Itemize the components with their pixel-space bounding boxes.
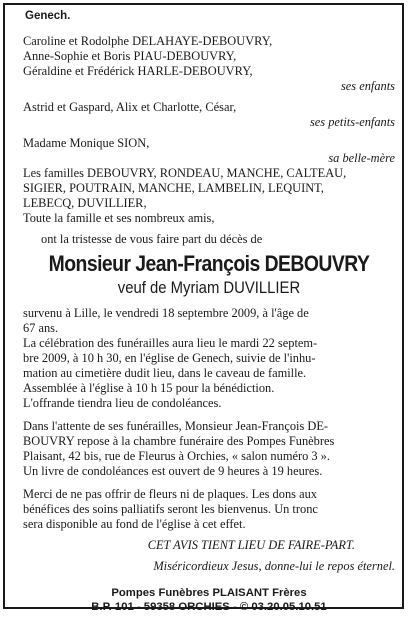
child-line: Géraldine et Frédérick HARLE-DEBOUVRY, — [23, 64, 253, 78]
paragraph-line: survenu à Lille, le vendredi 18 septembre 2009, à l'âge de — [23, 306, 309, 320]
paragraph-line: bre 2009, à 10 h 30, en l'église de Genech, suivie de l'inhu- — [23, 351, 316, 365]
funeral-home-footer — [23, 586, 395, 614]
widower-line: veuf de Myriam DUVILLIER — [117, 279, 301, 297]
paragraph-line: Dans l'attente de ses funérailles, Monsieur Jean-François DE- — [23, 419, 329, 433]
families-list — [23, 166, 395, 226]
announcement-line: ont la tristesse de vous faire part du décès de — [41, 232, 263, 246]
paragraph-line: L'offrande tiendra lieu de condoléances. — [23, 396, 222, 410]
obituary-content — [23, 9, 395, 614]
funeral-home-address: B.P. 101 - 59358 ORCHIES - © 03.20.05.10.51 — [91, 601, 327, 613]
death-paragraph — [23, 306, 395, 336]
paragraph-line: mation au cimetière dudit lieu, dans le caveau de famille. — [23, 366, 307, 380]
mother-in-law-line: Madame Monique SION, — [23, 136, 150, 150]
children-list — [23, 34, 395, 94]
flowers-paragraph — [23, 487, 395, 532]
funeral-paragraph — [23, 336, 395, 411]
rest-paragraph — [23, 419, 395, 479]
paragraph-line: Un livre de condoléances est ouvert de 9 heures à 19 heures. — [23, 464, 323, 478]
paragraph-line: sera disponible au fond de l'église à cet effet. — [23, 517, 246, 531]
paragraph-line: Merci de ne pas offrir de fleurs ni de plaques. Les dons aux — [23, 487, 317, 501]
funeral-home-name: Pompes Funèbres PLAISANT Frères — [111, 587, 307, 599]
family-line: Les familles DEBOUVRY, RONDEAU, MANCHE, CALTEAU, — [23, 166, 347, 180]
family-line: LEBECQ, DUVILLIER, — [23, 196, 147, 210]
paragraph-line: BOUVRY repose à la chambre funéraire des Pompes Funèbres — [23, 434, 335, 448]
children-role: ses enfants — [340, 79, 395, 93]
family-line: SIGIER, POUTRAIN, MANCHE, LAMBELIN, LEQUINT, — [23, 181, 324, 195]
paragraph-line: bénéfices des soins palliatifs seront les bienvenus. Un tronc — [23, 502, 318, 516]
child-line: Caroline et Rodolphe DELAHAYE-DEBOUVRY, — [23, 34, 273, 48]
family-line: Toute la famille et ses nombreux amis, — [23, 211, 215, 225]
mother-in-law-role: sa belle-mère — [328, 151, 395, 165]
paragraph-line: 67 ans. — [23, 321, 59, 335]
town-name: Genech. — [25, 10, 71, 22]
paragraph-line: La célébration des funérailles aura lieu le mardi 22 septem- — [23, 336, 318, 350]
child-line: Anne-Sophie et Boris PIAU-DEBOUVRY, — [23, 49, 237, 63]
paragraph-line: Plaisant, 42 bis, rue de Fleurus à Orchies, « salon numéro 3 ». — [23, 449, 330, 463]
deceased-name: Monsieur Jean-François DEBOUVRY — [48, 251, 370, 276]
deceased-block — [23, 251, 395, 298]
obituary-frame — [3, 3, 404, 613]
paragraph-line: Assemblée à l'église à 10 h 15 pour la bénédiction. — [23, 381, 275, 395]
grandchildren-line: Astrid et Gaspard, Alix et Charlotte, César, — [23, 100, 237, 114]
notice-line: CET AVIS TIENT LIEU DE FAIRE-PART. — [147, 538, 355, 552]
grandchildren-role: ses petits-enfants — [309, 115, 395, 129]
prayer-line: Miséricordieux Jesus, donne-lui le repos éternel. — [153, 559, 395, 573]
